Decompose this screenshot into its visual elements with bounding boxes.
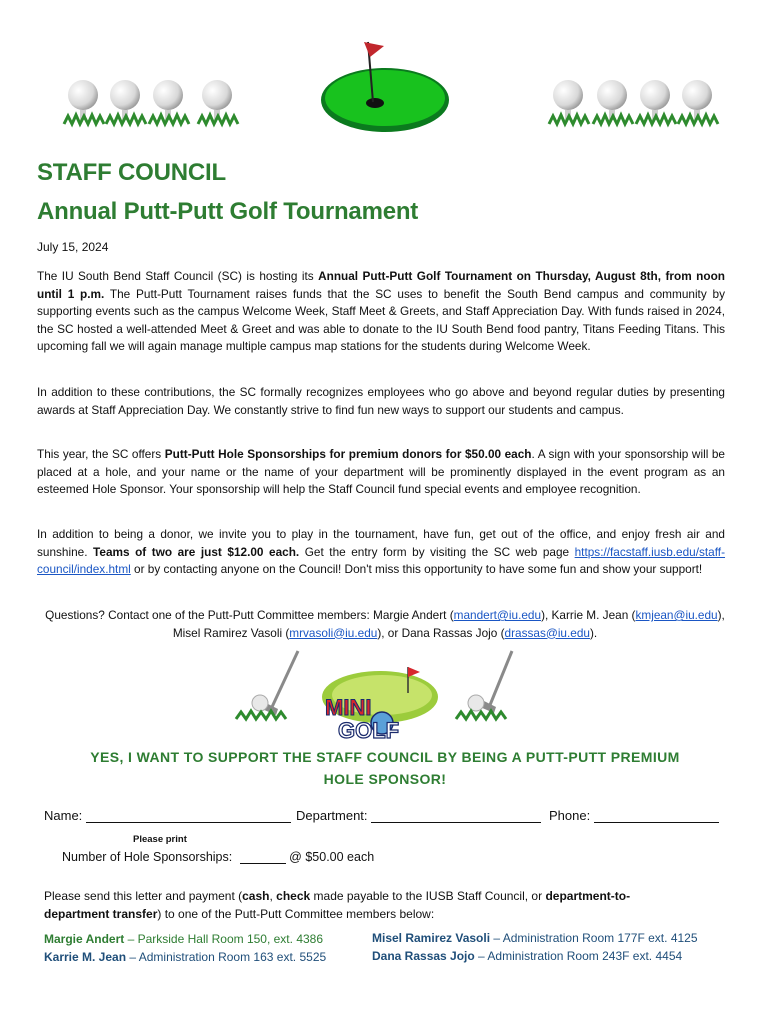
price-label: @ $50.00 each: [285, 850, 375, 864]
contact-name: Margie Andert: [44, 932, 125, 946]
questions-text: ).: [589, 625, 598, 640]
contact-detail: – Administration Room 243F ext. 4454: [474, 949, 683, 963]
paragraph-text: The Putt-Putt Tournament raises funds that the SC uses to benefit the South Bend campus and community by supporting events such as the campus Welcome Week, Staff Meet & Greets, and Staff Appreciation Day. With funds raised in 2024, the SC hosted a well-attended Meet & Greet and was able to donate to the IU South Bend food pantry, Titans Feeding Titans. This upcoming fall we will again manage multiple campus map stations for the students during Welcome Week.: [37, 286, 725, 353]
contact-detail: – Parkside Hall Room 150, ext. 4386: [124, 932, 324, 946]
contact-name: Misel Ramirez Vasoli: [372, 931, 491, 945]
department-input-line[interactable]: [371, 808, 541, 823]
contact-detail: – Administration Room 163 ext. 5525: [126, 950, 327, 964]
contact-item: [44, 948, 326, 966]
payment-bold: check: [276, 889, 311, 903]
payment-text: made payable to the IUSB Staff Council, or: [310, 889, 546, 903]
paragraph-text: In addition to these contributions, the SC formally recognizes employees who go above and beyond regular duties by presenting awards at Staff Appreciation Day. We constantly strive to find fun new ways to support our students and campus.: [37, 385, 725, 417]
contact-item: [44, 930, 326, 948]
paragraph-text: The IU South Bend Staff Council (SC) is hosting its: [37, 269, 319, 283]
num-sponsorships-input-line[interactable]: [240, 849, 286, 864]
paragraph-bold: Annual Putt-Putt Golf Tournament on Thursday, August 8th, from noon until 1 p.m.: [37, 269, 726, 301]
hole-sponsorships-field: [62, 849, 374, 864]
department-label: Department:: [296, 808, 372, 823]
name-input-line[interactable]: [86, 808, 291, 823]
golf-club-ball-icon: [236, 651, 298, 719]
email-link-mrvasoli[interactable]: mrvasoli@iu.edu: [289, 625, 378, 640]
golf-club-ball-icon: [456, 651, 512, 719]
email-link-kmjean[interactable]: kmjean@iu.edu: [635, 608, 718, 622]
please-print-note: Please print: [133, 834, 187, 845]
email-link-mandert[interactable]: mandert@iu.edu: [453, 608, 542, 622]
contact-name: Dana Rassas Jojo: [372, 949, 475, 963]
questions-contacts: [40, 607, 730, 642]
golf-ball-icon: [64, 80, 104, 124]
paragraph-bold: Putt-Putt Hole Sponsorships for premium donors for $50.00 each: [164, 447, 532, 461]
questions-text: Questions? Contact one of the Putt-Putt Committee members: Margie Andert (: [45, 608, 454, 622]
paragraph-text: . A sign with your sponsorship will be placed at a hole, and your name or the name of your department will be prominently displayed in the event program as an esteemed Hole Sponsor. Your sponsorship will help the Staff Council fund special events and employee recognition.: [37, 447, 725, 496]
phone-field: [549, 808, 719, 823]
letter-date: July 15, 2024: [37, 240, 109, 254]
paragraph-invitation: [37, 526, 725, 579]
email-link-drassas[interactable]: drassas@iu.edu: [504, 625, 590, 640]
sc-webpage-link[interactable]: https://facstaff.iusb.edu/staff-council/index.html: [37, 544, 726, 576]
contact-name: Karrie M. Jean: [44, 950, 127, 964]
questions-text: ), Karrie M. Jean (: [541, 608, 636, 622]
contact-item: [372, 929, 698, 947]
payment-text: ) to one of the Putt-Putt Committee members below:: [157, 907, 435, 921]
questions-text: ), Misel Ramirez Vasoli (: [172, 608, 725, 640]
questions-text: ), or Dana Rassas Jojo (: [377, 625, 505, 640]
contact-item: [372, 947, 698, 965]
phone-label: Phone:: [549, 808, 594, 823]
mini-golf-graphics: [230, 645, 530, 745]
contact-detail: – Administration Room 177F ext. 4125: [490, 931, 698, 945]
paragraph-text: This year, the SC offers: [37, 447, 165, 461]
payment-instructions: [44, 887, 684, 923]
golf-ball-icon: [198, 80, 238, 124]
payment-text: Please send this letter and payment (: [44, 889, 243, 903]
paragraph-intro: [37, 268, 725, 356]
paragraph-bold: Teams of two are just $12.00 each.: [93, 544, 300, 559]
cta-line2: HOLE SPONSOR!: [323, 771, 447, 787]
payment-text: ,: [269, 889, 277, 903]
num-sponsorships-label: Number of Hole Sponsorships:: [62, 850, 236, 864]
cta-line1: YES, I WANT TO SUPPORT THE STAFF COUNCIL BY BEING A PUTT-PUTT PREMIUM: [90, 749, 680, 765]
mini-golf-logo: [322, 667, 438, 743]
title-staff-council: STAFF COUNCIL: [37, 159, 226, 186]
golf-ball-icon: [593, 80, 633, 124]
paragraph-sponsorship: [37, 446, 725, 499]
logo-word-mini: MINI: [325, 695, 372, 720]
phone-input-line[interactable]: [594, 808, 719, 823]
name-label: Name:: [44, 808, 86, 823]
golf-ball-icon: [149, 80, 189, 124]
golf-ball-icon: [549, 80, 589, 124]
sponsor-call-to-action: [40, 746, 730, 790]
golf-ball-icon: [678, 80, 718, 124]
name-field: [44, 808, 291, 823]
golf-ball-icon: [106, 80, 146, 124]
department-field: [296, 808, 541, 823]
logo-word-golf: GOLF: [338, 718, 400, 743]
payment-bold: cash: [242, 889, 270, 903]
putting-green-flag-icon: [321, 42, 449, 132]
payment-bold: department-to-department transfer: [44, 889, 631, 921]
title-tournament: Annual Putt-Putt Golf Tournament: [37, 198, 419, 225]
contact-list-left: [44, 930, 326, 966]
header-graphics: [0, 0, 770, 150]
paragraph-text: or by contacting anyone on the Council! Don't miss this opportunity to have some fun and show your support!: [130, 562, 703, 576]
paragraph-text: In addition to being a donor, we invite you to play in the tournament, have fun, get out of the office, and enjoy fresh air and sunshine.: [37, 527, 725, 559]
paragraph-text: Get the entry form by visiting the SC web page: [299, 544, 575, 559]
golf-ball-icon: [636, 80, 676, 124]
paragraph-recognition: [37, 384, 725, 419]
contact-list-right: [372, 929, 698, 965]
